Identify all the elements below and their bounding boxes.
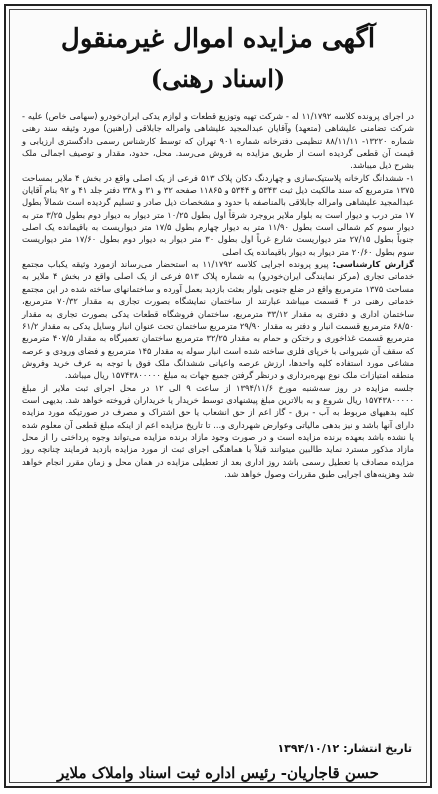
- expert-report-paragraph: [22, 258, 414, 381]
- intro-paragraph: در اجرای پرونده کلاسه ۱۱/۱۷۹۲ له - شرکت تهیه وتوزیع قطعات و لوازم یدکی ایران‌خودرو (سهامی خاص) علیه - شرکت تضامنی علیشاهی (متعهد) وآقایان عبدالمجید علیشاهی وامراله جابلاقی (راهنین) مورد وثیقه سند رهنی شماره ۱۳۲۲۰- ۸۸/۱۱/۱۱ تنظیمی دفترخانه شماره ۹۰۱ تهران که توسط کارشناس رسمی دادگستری ارزیابی و قیمت آن قطعی گردیده است از طریق مزایده به فروش می‌رسد. محل، حدود، مقدار و توصیف اجمالی ملک بشرح ذیل میباشد.: [22, 111, 414, 171]
- publication-date-label: تاریخ انتشار:: [343, 742, 412, 755]
- publication-date-value: ۱۳۹۴/۱۰/۱۲: [277, 742, 340, 755]
- expert-report-text: پیرو پرونده اجرایی کلاسه ۱۱/۱۷۹۲ به استحضار می‌رساند ازمورد وثیقه یکباب مجتمع خدماتی تجاری (مرکز نمایندگی ایران‌خودرو) به شماره پلاک ۵۱۳ فرعی از یک اصلی واقع در بخش ۴ ملایر به مساحت ۱۳۷۵ مترمربع واقع در ضلع جنوبی بلوار بعثت بازدید بعمل آورده و ساختمانهای ساخته شده در این مجتمع خدماتی رهنی در ۴ قسمت میباشد عبارتند از ساختمان نمایشگاه بصورت تجاری به مقدار ۷۰/۳۲ مترمربع، ساختمان اداری و دفتری به مقدار ۳۳/۱۲ مترمربع، ساختمان فروشگاه قطعات یدکی بصورت تجاری به مقدار ۶۸/۵۰ مترمربع قسمت انبار و دفتر به مقدار ۲۹/۹۰ مترمربع ساختمان تحت عنوان انبار وسایل یدکی به مقدار ۶۱/۲ مترمربع قسمت غذاخوری و رختکن و حمام به مقدار ۳۲/۲۵ مترمربع ساختمان تعمیرگاه به مقدار ۴۰۷/۵ مترمربع که سقف آن شیروانی با خرپای فلزی ساخته شده است انبار سوله به مقدار ۱۴۵ مترمربع و فضای ورودی و عرصه مشاعی مورد استفاده کلیه واحدها، ارزش عرصه واعیانی ششدانگ ملک فوق با توجه به عرف خرید وفروش منطقه امتیازات ملک نوع بهره‌برداری و درنظر گرفتن جمیع جهات به مبلغ ۱۵۷۴۳۸۰۰۰۰۰ ریال میباشد.: [22, 259, 415, 381]
- notice-subtitle: (اسناد رهنی): [150, 64, 286, 93]
- notice-title: آگهی مزایده اموال غیرمنقول: [60, 24, 376, 54]
- signature-line: حسن قاجاریان- رئیس اداره ثبت اسناد واملاک ملایر: [57, 764, 379, 782]
- expert-report-label: گزارش کارشناسی:: [332, 259, 414, 270]
- notice-body: [22, 110, 414, 480]
- property-item-1: ۱- ششدانگ کارخانه پلاستیک‌سازی و چهاردنگ دکان پلاک ۵۱۳ فرعی از یک اصلی واقع در بخش ۴ ملایر بمساحت ۱۳۷۵ مترمربع که سند مالکیت ذیل ثبت ۵۳۴۳ و ۵۳۴۴ و ۱۱۸۶۵ صفحه ۳۲ و ۳۱ و ۳۳۸ دفتر جلد ۴۱ و ۹۲ بنام آقایان عبدالمجید علیشاهی وامراله جابلاقی بالمناصفه با حدود و مشخصات ذیل صادر و تسلیم گردیده است شمالاً بطول ۱۷ متر درب و دیوار است به بلوار ملایر بروجرد شرقاً اول بطول ۱۰/۲۵ متر دیوار به دیوار دوم بطول ۳/۲۵ متر به دیوار سوم کم شمالی است بطول ۱۱/۹۰ متر به دیوار چهارم بطول ۱۷/۵ متر دیواریست به باقیمانده یک اصلی جنوباً بطول ۲۷/۱۵ متر دیواریست شارع غرباً اول بطول ۳۰ متر دیوار به دیوار دوم بطول ۱۷/۶۰ متر دیواریست سوم بطول ۲۰/۶۰ متر دیوار به دیوار باقیمانده یک اصلی: [22, 172, 414, 257]
- publication-date: [277, 742, 412, 755]
- notice-frame: [4, 4, 432, 788]
- auction-paragraph: جلسه مزایده در روز سه‌شنبه مورخ ۱۳۹۴/۱۱/۶ از ساعت ۹ الی ۱۲ در محل اجرای ثبت ملایر از مبلغ ۱۵۷۴۳۸۰۰۰۰۰ ریال شروع و به بالاترین مبلغ پیشنهادی توسط خریدار یا خریداران فروخته خواهد شد. بدیهی است کلیه بدهیهای مربوط به آب - برق - گاز اعم از حق انشعاب یا حق اشتراک و مصرف در صورتیکه مورد مزایده دارای آنها باشد و نیز بدهی مالیاتی وعوارض شهرداری و... تا تاریخ مزایده اعم از اینکه مبلغ قطعی آن معلوم شده یا نشده باشد بعهده برنده مزایده است و در صورت وجود مازاد برنده مزایده می‌تواند وجوه پرداختی را از محل مازاد مذکور مسترد نماید طالبین میتوانند قبلاً با هماهنگی اجرای ثبت از مورد مزایده بازدید فرمایند چنانچه روز مزایده مصادف با تعطیل رسمی باشد روز اداری بعد از تعطیلی مزایده در همان محل و زمان مقرر انجام خواهد شد وهزینه‌های اجرایی طبق مقررات وصول خواهد شد.: [22, 382, 414, 479]
- notice-inner-border: [9, 9, 427, 783]
